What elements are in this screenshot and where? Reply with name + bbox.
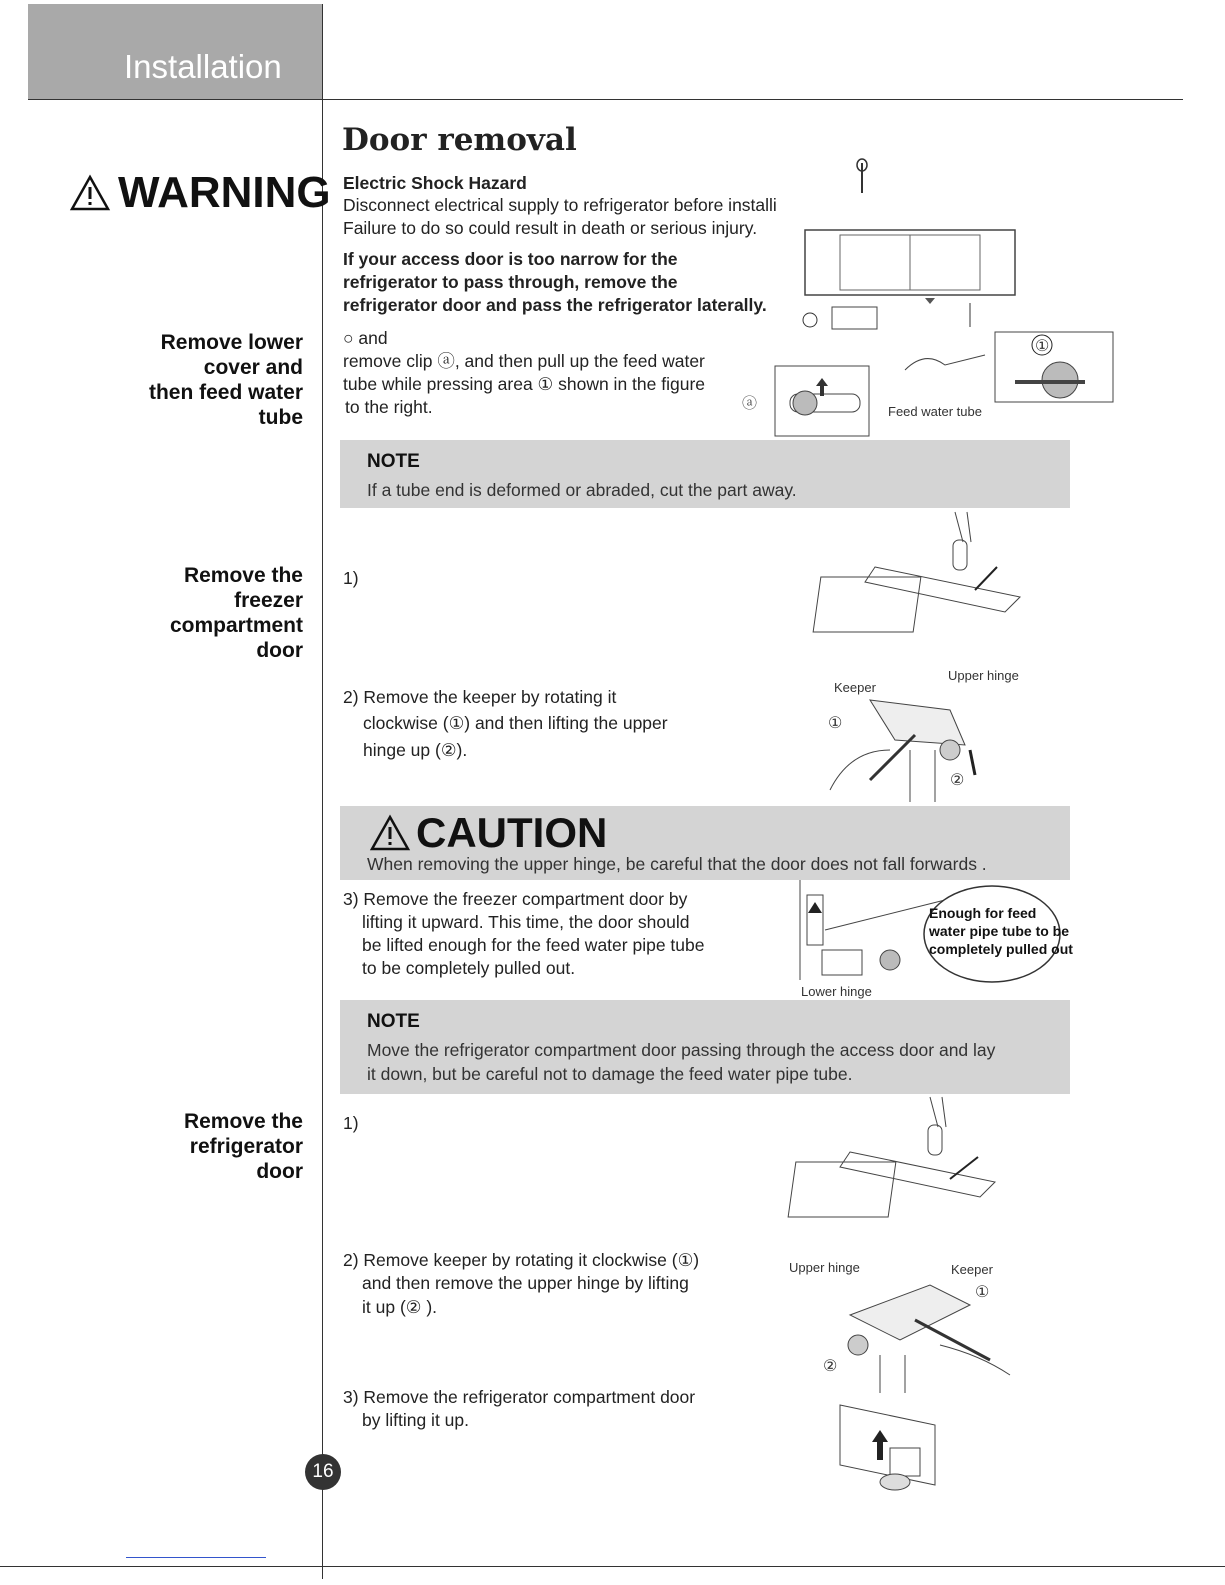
figure-marker-a: ⓐ: [742, 395, 758, 412]
heading-line: Remove the: [183, 564, 303, 587]
fridge-step-3-line-1: 3) Remove the refrigerator compartment door: [343, 1387, 696, 1407]
warning-triangle-icon: [70, 175, 110, 211]
fridge-door-lift-figure: [840, 1400, 970, 1495]
rotate-marker-1: ①: [828, 715, 843, 732]
fridge-step-2-line-2: and then remove the upper hinge by lifting: [362, 1273, 689, 1293]
fridge-hinge-figure: [820, 1275, 1020, 1395]
callout-line: Enough for feed: [929, 905, 1037, 921]
tube-detail-figure: [885, 330, 1115, 410]
note-text: If a tube end is deformed or abraded, cut the part away.: [367, 480, 797, 500]
note-text-line-2: it down, but be careful not to damage the feed water pipe tube.: [367, 1064, 853, 1084]
freezer-step-3-line-2: lifting it upward. This time, the door should: [362, 912, 690, 932]
lower-cover-line-2: remove clip ⓐ, and then pull up the feed water: [343, 351, 705, 371]
note-title: NOTE: [367, 1011, 420, 1032]
fridge-keeper-label: Keeper: [951, 1262, 993, 1277]
warning-bold-line-3: refrigerator door and pass the refrigerator laterally.: [343, 295, 767, 315]
heading-line: tube: [258, 406, 303, 429]
heading-line: door: [256, 639, 303, 662]
callout-line: completely pulled out: [929, 941, 1073, 957]
callout-text: [929, 904, 1073, 958]
warning-bold-line-2: refrigerator to pass through, remove the: [343, 272, 678, 292]
note-text-line-1: Move the refrigerator compartment door passing through the access door and lay: [367, 1040, 996, 1060]
freezer-cover-figure: [825, 512, 1030, 662]
lower-cover-heading: [149, 330, 303, 430]
note-box-1: [340, 440, 1070, 508]
fridge-step-1: 1): [343, 1113, 359, 1133]
freezer-step-3-line-1: 3) Remove the freezer compartment door by: [343, 889, 688, 909]
heading-line: Remove lower: [160, 331, 303, 354]
caution-box: [340, 806, 1070, 880]
caution-triangle-icon: [370, 815, 410, 851]
clip-detail-figure: [775, 366, 870, 436]
warning-line-1: Disconnect electrical supply to refrigerator before installi: [343, 195, 777, 215]
page-number: 16: [305, 1454, 341, 1490]
freezer-step-2-line-3: hinge up (②).: [363, 740, 468, 760]
freezer-hinge-figure: [800, 690, 985, 805]
heading-line: refrigerator: [189, 1135, 303, 1158]
caution-label: [370, 809, 607, 857]
warning-line-2: Failure to do so could result in death or serious injury.: [343, 218, 758, 238]
warning-label: [70, 168, 331, 218]
figure-marker-1: ①: [1035, 338, 1050, 355]
fridge-heading: [184, 1109, 303, 1184]
section-title: Installation: [124, 48, 282, 85]
freezer-step-2-line-2: clockwise (①) and then lifting the upper: [363, 713, 668, 733]
freezer-step-2-line-1: 2) Remove the keeper by rotating it: [343, 687, 617, 707]
bottom-rule: [0, 1566, 1225, 1567]
freezer-step-3-line-3: be lifted enough for the feed water pipe tube: [362, 935, 705, 955]
page-title: Door removal: [342, 122, 577, 158]
vertical-rule: [322, 4, 323, 1579]
lower-cover-line-1: ○ and: [343, 328, 388, 348]
fridge-step-2-line-1: 2) Remove keeper by rotating it clockwise (①): [343, 1250, 700, 1270]
note-box-2: [340, 1000, 1070, 1094]
heading-line: then feed water: [148, 381, 303, 404]
top-rule: [28, 99, 1183, 100]
caution-message: When removing the upper hinge, be careful that the door does not fall forwards .: [367, 854, 987, 874]
lower-cover-line-4: to the right.: [345, 397, 433, 417]
freezer-step-1: 1): [343, 568, 359, 588]
lower-cover-line-3: tube while pressing area ① shown in the figure: [343, 374, 706, 394]
bottom-link-underline: [126, 1557, 266, 1558]
freezer-step-3-line-4: to be completely pulled out.: [362, 958, 576, 978]
fridge-upper-hinge-label: Upper hinge: [789, 1260, 860, 1275]
fridge-lift-marker-2: ②: [823, 1358, 838, 1375]
fridge-overview-figure: [800, 155, 1020, 335]
callout-line: water pipe tube to be: [929, 923, 1070, 939]
heading-line: Remove the: [183, 1110, 303, 1133]
heading-line: cover and: [203, 356, 303, 379]
lift-marker-2: ②: [950, 772, 965, 789]
warning-text: WARNING: [118, 168, 331, 217]
heading-line: compartment: [169, 614, 303, 637]
fridge-step-2-line-3: it up (② ).: [362, 1297, 438, 1317]
fridge-cover-figure: [800, 1097, 1005, 1242]
keeper-label: Keeper: [834, 680, 876, 695]
feed-water-tube-label: Feed water tube: [888, 404, 982, 419]
warning-bold-line-1: If your access door is too narrow for the: [343, 249, 678, 269]
heading-line: freezer: [234, 589, 303, 612]
warning-heading: Electric Shock Hazard: [343, 173, 527, 193]
note-title: NOTE: [367, 451, 420, 472]
freezer-heading: [170, 563, 303, 663]
fridge-step-3-line-2: by lifting it up.: [362, 1410, 469, 1430]
upper-hinge-label: Upper hinge: [948, 668, 1019, 683]
fridge-rotate-marker-1: ①: [975, 1284, 990, 1301]
lower-hinge-label: Lower hinge: [801, 984, 872, 999]
caution-text: CAUTION: [416, 809, 608, 856]
heading-line: door: [256, 1160, 303, 1183]
